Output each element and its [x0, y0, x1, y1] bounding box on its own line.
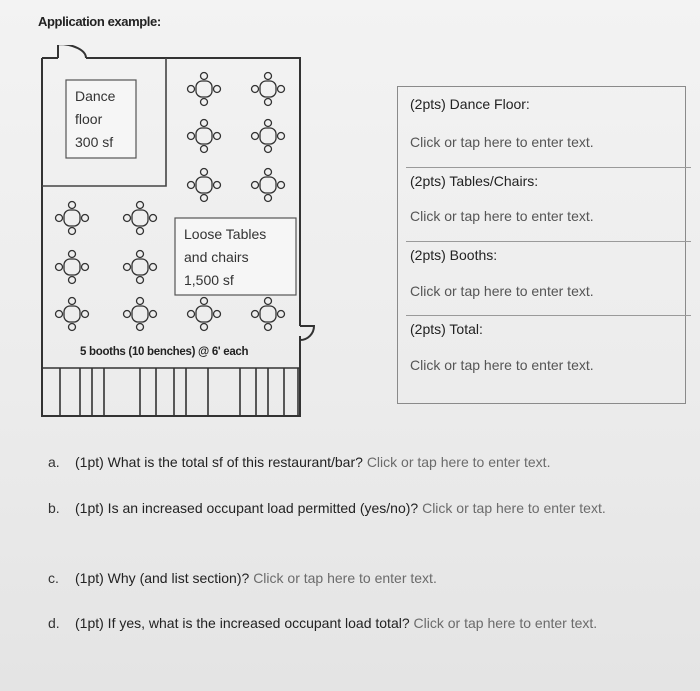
answer-input-c[interactable]: Click or tap here to enter text. [253, 570, 437, 586]
answer-input-a[interactable]: Click or tap here to enter text. [366, 454, 551, 470]
dance-floor-line-2: floor [75, 111, 103, 127]
table-symbol [56, 202, 89, 235]
booths-input[interactable]: Click or tap here to enter text. [410, 283, 594, 299]
table-symbol [188, 120, 221, 153]
door-swing-top [58, 45, 86, 58]
door-swing-right [300, 326, 314, 340]
question-letter: c. [48, 570, 59, 586]
table-symbol [252, 298, 285, 331]
table-symbol [124, 202, 157, 235]
question-letter: b. [48, 500, 60, 516]
total-heading: (2pts) Total: [410, 321, 483, 337]
question-text: (1pt) Is an increased occupant load permitted (yes/no)? [75, 500, 419, 516]
table-symbol [252, 120, 285, 153]
answer-input-b[interactable]: Click or tap here to enter text. [422, 500, 606, 516]
loose-tables-label [184, 223, 266, 292]
dance-floor-label [75, 85, 115, 154]
dance-floor-input[interactable]: Click or tap here to enter text. [410, 134, 594, 150]
table-symbol [252, 169, 285, 202]
table-symbol [124, 298, 157, 331]
question-letter: d. [48, 615, 60, 631]
answer-box [397, 86, 686, 404]
table-symbol [252, 73, 285, 106]
question-letter: a. [48, 454, 60, 470]
table-symbol [124, 251, 157, 284]
loose-tables-area: 1,500 sf [184, 272, 234, 288]
divider [406, 315, 691, 316]
question-text: (1pt) Why (and list section)? [75, 570, 250, 586]
booths-heading: (2pts) Booths: [410, 247, 498, 263]
answer-input-d[interactable]: Click or tap here to enter text. [413, 615, 598, 631]
dance-floor-line-1: Dance [75, 88, 116, 104]
table-symbol [188, 169, 221, 202]
booths-group [42, 368, 300, 416]
loose-tables-line-1: Loose Tables [184, 226, 267, 242]
question-text: (1pt) What is the total sf of this restaurant/bar? [75, 454, 363, 470]
divider [406, 167, 691, 168]
divider [406, 241, 691, 242]
question-text: (1pt) If yes, what is the increased occupant load total? [75, 615, 410, 631]
table-symbol [188, 73, 221, 106]
page-heading: Application example: [38, 14, 161, 29]
booth-caption: 5 booths (10 benches) @ 6' each [80, 346, 249, 358]
tables-heading: (2pts) Tables/Chairs: [410, 173, 539, 189]
table-symbol [56, 298, 89, 331]
loose-tables-line-2: and chairs [184, 249, 249, 265]
dance-floor-heading: (2pts) Dance Floor: [410, 96, 530, 112]
dance-floor-area: 300 sf [75, 134, 114, 150]
table-symbol [188, 298, 221, 331]
tables-input[interactable]: Click or tap here to enter text. [410, 208, 594, 224]
table-symbol [56, 251, 89, 284]
total-input[interactable]: Click or tap here to enter text. [410, 357, 594, 373]
